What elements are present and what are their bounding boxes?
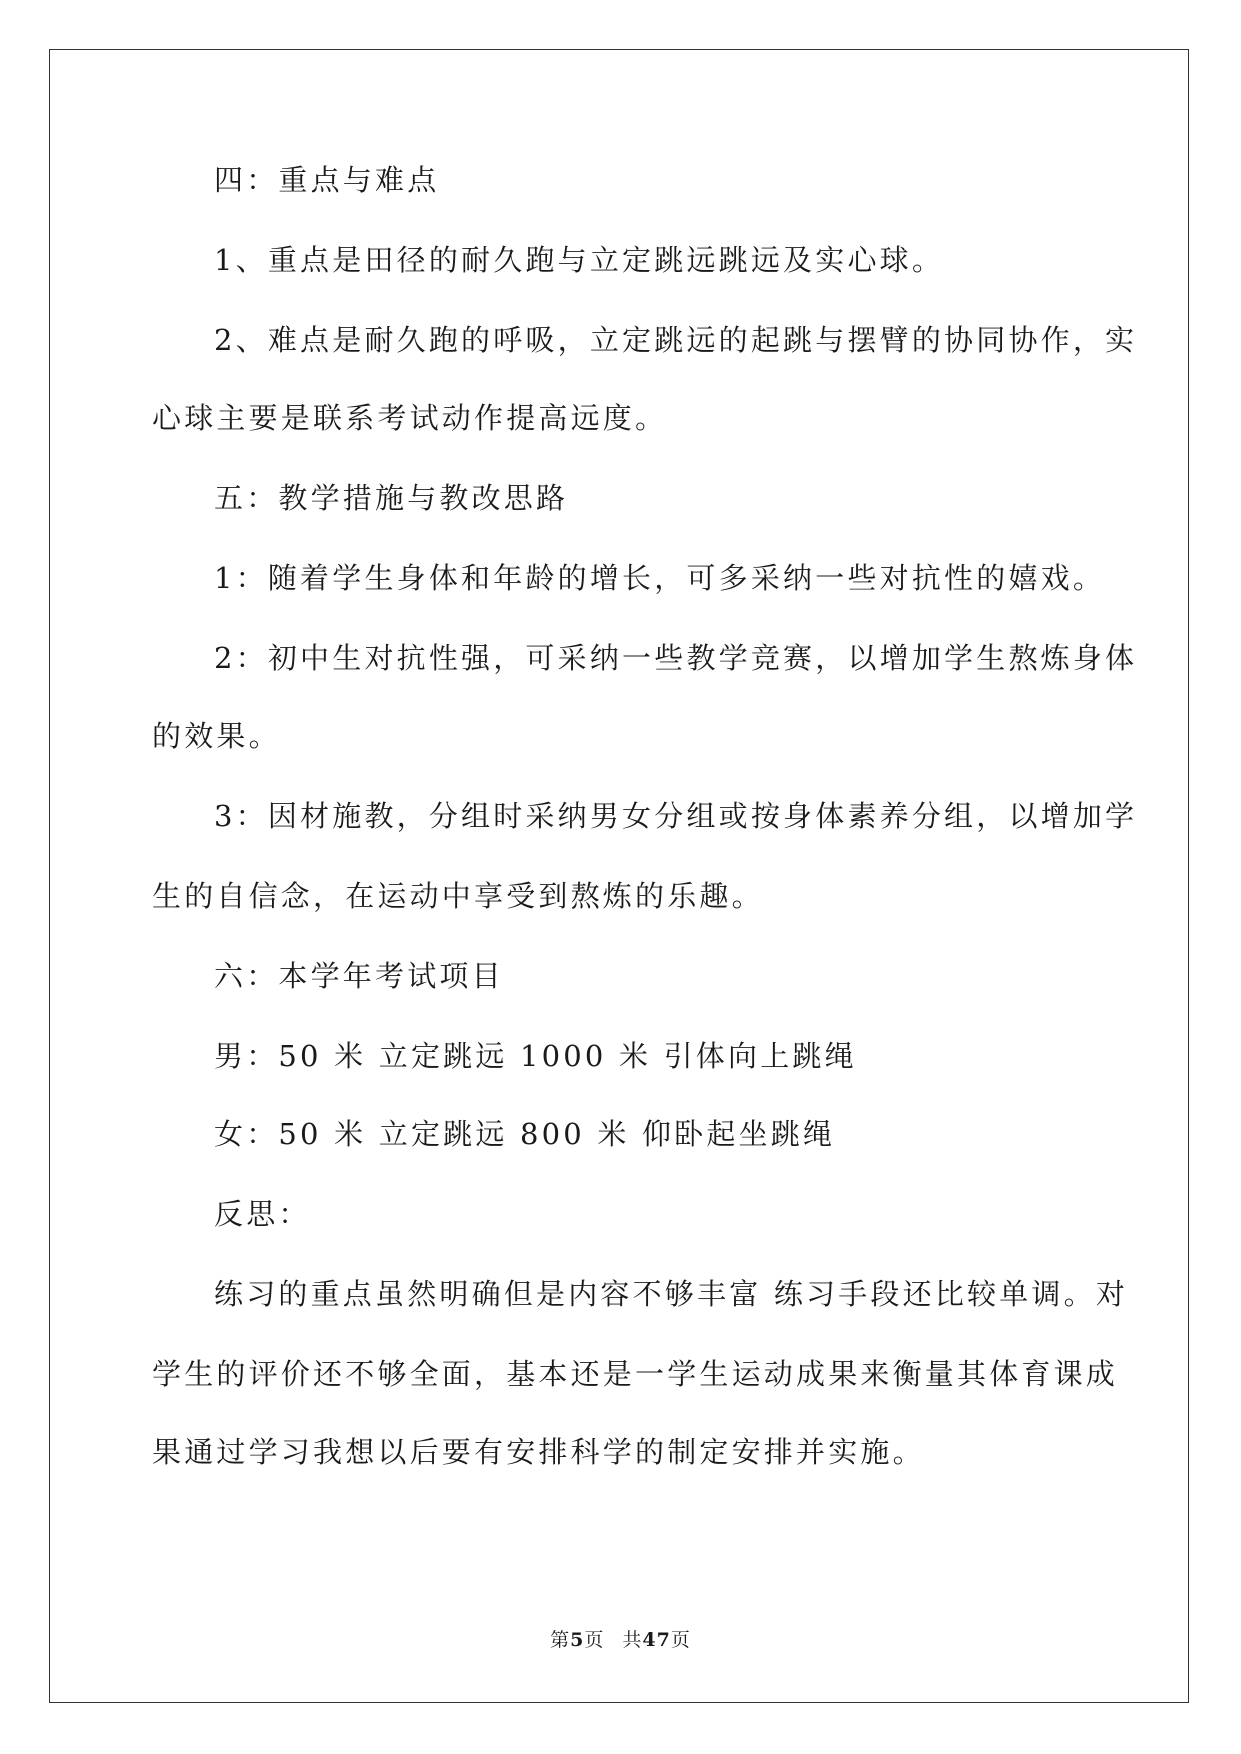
section-heading-teaching-measures: 五：教学措施与教改思路: [214, 481, 569, 515]
total-suffix: 页: [670, 1629, 691, 1651]
section-heading-reflection: 反思：: [214, 1197, 311, 1231]
paragraph-reflection-line-1: 练习的重点虽然明确但是内容不够丰富 练习手段还比较单调。对: [214, 1277, 1129, 1311]
paragraph-focus-2-line-2: 心球主要是联系考试动作提高远度。: [152, 401, 668, 435]
paragraph-measure-2-line-2: 的效果。: [152, 719, 281, 753]
page-number: 5: [570, 1629, 585, 1651]
page-prefix: 第: [550, 1629, 571, 1651]
paragraph-focus-2-line-1: 2、难点是耐久跑的呼吸，立定跳远的起跳与摆臂的协同协作，实: [214, 323, 1138, 357]
section-heading-exam-items: 六：本学年考试项目: [214, 959, 504, 993]
total-pages: 47: [642, 1629, 671, 1651]
paragraph-measure-3-line-1: 3：因材施教，分组时采纳男女分组或按身体素养分组，以增加学: [214, 799, 1138, 833]
paragraph-measure-1: 1：随着学生身体和年龄的增长，可多采纳一些对抗性的嬉戏。: [214, 561, 1106, 595]
total-prefix: 共: [622, 1629, 643, 1651]
page-footer: [0, 1625, 1241, 1652]
section-heading-key-points: 四：重点与难点: [214, 163, 440, 197]
paragraph-focus-1: 1、重点是田径的耐久跑与立定跳远跳远及实心球。: [214, 243, 945, 277]
paragraph-reflection-line-3: 果通过学习我想以后要有安排科学的制定安排并实施。: [152, 1435, 925, 1469]
paragraph-female-items: 女：50 米 立定跳远 800 米 仰卧起坐跳绳: [214, 1117, 836, 1151]
page-suffix: 页: [584, 1629, 605, 1651]
paragraph-measure-3-line-2: 生的自信念，在运动中享受到熬炼的乐趣。: [152, 879, 764, 913]
paragraph-measure-2-line-1: 2：初中生对抗性强，可采纳一些教学竞赛，以增加学生熬炼身体: [214, 641, 1138, 675]
paragraph-reflection-line-2: 学生的评价还不够全面，基本还是一学生运动成果来衡量其体育课成: [152, 1357, 1119, 1391]
paragraph-male-items: 男：50 米 立定跳远 1000 米 引体向上跳绳: [214, 1039, 857, 1073]
